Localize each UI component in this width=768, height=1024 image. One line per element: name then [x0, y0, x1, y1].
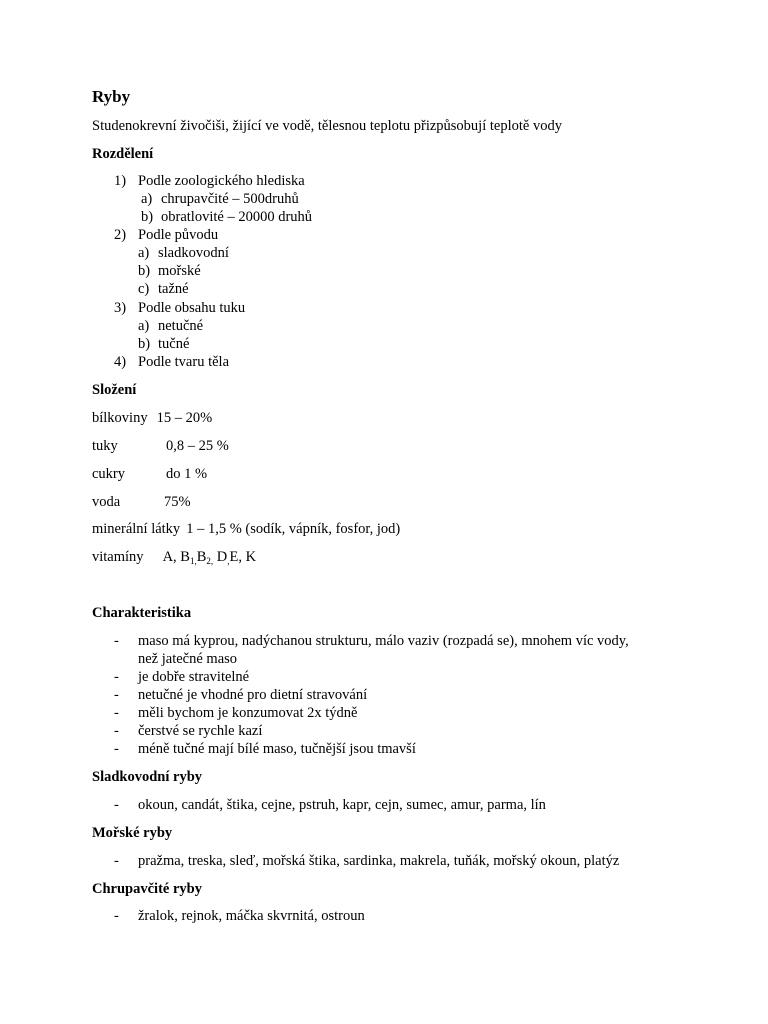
- division-item-3: [114, 299, 245, 317]
- marine-heading: Mořské ryby: [92, 825, 173, 841]
- subitem-text: sladkovodní: [158, 245, 229, 261]
- subitem-text: tučné: [158, 336, 190, 352]
- division-subitem: [138, 335, 189, 353]
- characteristics-item: [114, 740, 416, 758]
- characteristics-item: [114, 704, 357, 722]
- cartilaginous-text: žralok, rejnok, máčka skvrnitá, ostroun: [138, 908, 365, 924]
- freshwater-item: [114, 796, 546, 814]
- vitamins-value: [163, 549, 257, 565]
- composition-label: tuky: [92, 438, 118, 454]
- division-subitem: [138, 244, 229, 262]
- division-item-number: 2): [114, 227, 127, 243]
- division-subitem: [141, 190, 299, 208]
- subitem-text: mořské: [158, 263, 201, 279]
- bullet-dash: -: [114, 723, 119, 739]
- characteristics-item: [114, 686, 367, 704]
- subitem-text: chrupavčité – 500druhů: [161, 191, 299, 207]
- subitem-letter: b): [138, 336, 151, 352]
- vitamin-subscript: 2,: [206, 556, 214, 566]
- vitamin-text: B: [196, 549, 207, 565]
- composition-value: 0,8 – 25 %: [166, 438, 229, 454]
- vitamin-subscript: 1,: [189, 556, 197, 566]
- page-title: Ryby: [92, 87, 131, 106]
- vitamin-text: A, B: [162, 549, 190, 565]
- marine-item: [114, 852, 619, 870]
- vitamin-text: D: [216, 549, 228, 565]
- characteristics-text: čerstvé se rychle kazí: [138, 723, 263, 739]
- vitamin-subscript: ,: [227, 556, 230, 566]
- intro-text: Studenokrevní živočiši, žijící ve vodě, tělesnou teplotu přizpůsobují teplotě vody: [92, 118, 562, 134]
- division-item-label: Podle zoologického hlediska: [138, 173, 305, 189]
- freshwater-text: okoun, candát, štika, cejne, pstruh, kapr, cejn, sumec, amur, parma, lín: [138, 797, 546, 813]
- characteristics-text: méně tučné mají bílé maso, tučnější jsou tmavší: [138, 741, 416, 757]
- subitem-letter: a): [138, 318, 150, 334]
- division-item-number: 4): [114, 354, 127, 370]
- division-subitem: [141, 208, 312, 226]
- marine-text: pražma, treska, sleď, mořská štika, sardinka, makrela, tuňák, mořský okoun, platýz: [138, 853, 620, 869]
- division-item-2: [114, 226, 218, 244]
- division-item-label: Podle původu: [138, 227, 219, 243]
- composition-label: minerální látky: [92, 521, 181, 537]
- characteristics-item: [114, 722, 262, 740]
- bullet-dash: -: [114, 687, 119, 703]
- division-subitem: [138, 317, 203, 335]
- composition-heading: Složení: [92, 382, 137, 398]
- characteristics-text: maso má kyprou, nadýchanou strukturu, málo vaziv (rozpadá se), mnohem víc vody,: [138, 633, 629, 649]
- division-subitem: [138, 262, 201, 280]
- bullet-dash: -: [114, 633, 119, 649]
- characteristics-text: měli bychom je konzumovat 2x týdně: [138, 705, 358, 721]
- subitem-letter: a): [138, 245, 150, 261]
- composition-label: vitamíny: [92, 549, 144, 565]
- bullet-dash: -: [114, 669, 119, 685]
- composition-row-vitamins: [92, 548, 256, 566]
- composition-value: 1 – 1,5 % (sodík, vápník, fosfor, jod): [186, 521, 401, 537]
- composition-label: cukry: [92, 466, 126, 482]
- vitamin-text: E, K: [229, 549, 257, 565]
- division-item-number: 3): [114, 300, 127, 316]
- division-item-label: Podle obsahu tuku: [138, 300, 246, 316]
- subitem-letter: a): [141, 191, 153, 207]
- division-item-label: Podle tvaru těla: [138, 354, 230, 370]
- bullet-dash: -: [114, 741, 119, 757]
- characteristics-heading: Charakteristika: [92, 605, 192, 621]
- composition-value: 15 – 20%: [156, 410, 213, 426]
- subitem-letter: b): [138, 263, 151, 279]
- subitem-letter: c): [138, 281, 150, 297]
- cartilaginous-heading: Chrupavčité ryby: [92, 881, 202, 897]
- characteristics-item: [114, 668, 249, 686]
- bullet-dash: -: [114, 797, 119, 813]
- division-item-4: [114, 353, 229, 371]
- subitem-text: obratlovité – 20000 druhů: [161, 209, 313, 225]
- bullet-dash: -: [114, 853, 119, 869]
- subitem-text: netučné: [158, 318, 204, 334]
- subitem-letter: b): [141, 209, 154, 225]
- characteristics-text: netučné je vhodné pro dietní stravování: [138, 687, 368, 703]
- division-item-1: [114, 172, 305, 190]
- composition-label: bílkoviny: [92, 410, 148, 426]
- division-heading: Rozdělení: [92, 146, 154, 162]
- characteristics-item: [114, 632, 629, 650]
- cartilaginous-item: [114, 907, 365, 925]
- subitem-text: tažné: [158, 281, 189, 297]
- division-subitem: [138, 280, 189, 298]
- division-item-number: 1): [114, 173, 127, 189]
- freshwater-heading: Sladkovodní ryby: [92, 769, 203, 785]
- bullet-dash: -: [114, 705, 119, 721]
- characteristics-continuation: než jatečné maso: [138, 651, 238, 667]
- composition-row-proteins: [92, 409, 212, 427]
- characteristics-text: je dobře stravitelné: [138, 669, 250, 685]
- bullet-dash: -: [114, 908, 119, 924]
- composition-value: do 1 %: [166, 466, 208, 482]
- composition-value: 75%: [164, 494, 191, 510]
- composition-row-minerals: [92, 520, 400, 538]
- composition-label: voda: [92, 494, 121, 510]
